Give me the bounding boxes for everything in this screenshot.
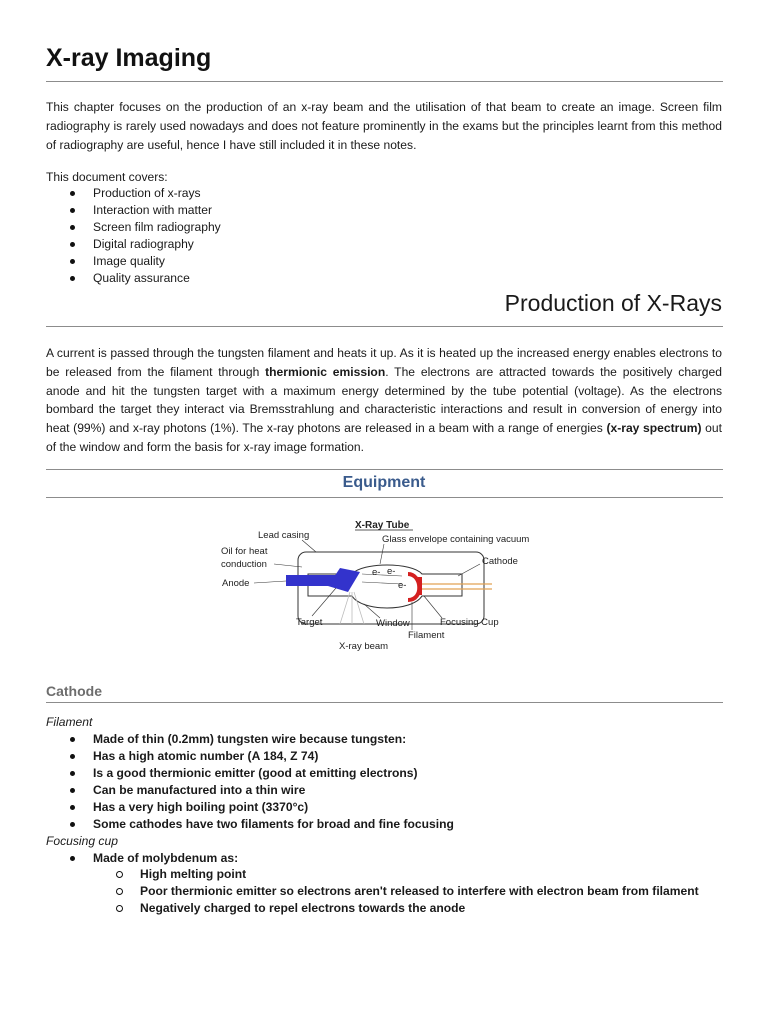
lead-casing-outline	[298, 552, 484, 624]
bullet-icon	[70, 771, 75, 776]
circle-bullet-icon	[116, 888, 123, 895]
bullet-icon	[70, 242, 75, 247]
label-glass-envelope: Glass envelope containing vacuum	[382, 534, 530, 545]
production-paragraph: A current is passed through the tungsten filament and heats it up. As it is heated up the increased energy enables electrons to be released from the filament through thermionic emission. The electrons are attracted towards the positively charged anode and hit the tungsten target with a maximum energy determined by the tube potential (voltage). As the electrons bombard the target they interact via Bremsstrahlung and characteristic interactions and result in conversion of energy into heat (99%) and x-ray photons (1%). The x-ray photons are released in a beam with a range of energies (x-ray spectrum) out of the window and form the basis for x-ray image formation.	[46, 346, 722, 454]
x-ray-tube-diagram	[212, 512, 530, 657]
section-rule	[46, 326, 723, 327]
list-item: Quality assurance	[93, 270, 221, 287]
list-item: Has a very high boiling point (3370°c)	[93, 799, 454, 816]
label-oil-1: Oil for heat	[221, 546, 268, 557]
electron-arrow	[362, 574, 402, 576]
focusing-cup-label: Focusing cup	[46, 834, 118, 848]
bullet-icon	[70, 805, 75, 810]
leader-line	[312, 588, 336, 616]
covers-label: This document covers:	[46, 170, 168, 184]
section-title: Production of X-Rays	[504, 290, 722, 316]
label-lead-casing: Lead casing	[258, 530, 310, 541]
bullet-icon	[70, 259, 75, 264]
leader-line	[458, 564, 480, 576]
electron-label: e-	[372, 567, 381, 578]
list-item: Some cathodes have two filaments for broad and fine focusing	[93, 816, 454, 833]
bullet-icon	[70, 754, 75, 759]
list-item: Production of x-rays	[93, 185, 221, 202]
label-x-ray-beam: X-ray beam	[339, 641, 389, 652]
beam-line	[354, 592, 364, 624]
list-item: Poor thermionic emitter so electrons aren't released to interfere with electron beam from filament	[140, 883, 699, 900]
focusing-cup-sub-list	[140, 866, 699, 917]
list-item: Negatively charged to repel electrons towards the anode	[140, 900, 699, 917]
focusing-cup-shape	[418, 577, 422, 595]
leader-line	[364, 604, 380, 618]
label-cathode: Cathode	[482, 556, 518, 567]
leader-line	[302, 540, 316, 552]
list-item: High melting point	[140, 866, 699, 883]
circle-bullet-icon	[116, 905, 123, 912]
bullet-icon	[70, 191, 75, 196]
electron-arrow	[362, 582, 402, 584]
leader-line	[380, 544, 384, 564]
subsection-title: Equipment	[342, 474, 426, 491]
cathode-heading: Cathode	[46, 683, 102, 699]
covers-list	[93, 185, 221, 287]
equipment-rule-top	[46, 469, 723, 470]
leader-line	[254, 581, 286, 583]
filament-label: Filament	[46, 715, 93, 729]
bullet-icon	[70, 225, 75, 230]
intro-paragraph: This chapter focuses on the production of an x-ray beam and the utilisation of that beam to create an image. Screen film radiography is rarely used nowadays and does not feature prominently in the exams but the principles learnt from this method of radiography are useful, hence I have still included it in these notes.	[46, 100, 722, 152]
focusing-cup-list	[93, 850, 238, 867]
list-item: Has a high atomic number (A 184, Z 74)	[93, 748, 454, 765]
bullet-icon	[70, 737, 75, 742]
list-item: Digital radiography	[93, 236, 221, 253]
bullet-icon	[70, 822, 75, 827]
list-item: Made of molybdenum as:	[93, 850, 238, 867]
bullet-icon	[70, 208, 75, 213]
bullet-icon	[70, 788, 75, 793]
diagram-title: X-Ray Tube	[355, 520, 410, 531]
list-item: Is a good thermionic emitter (good at emitting electrons)	[93, 765, 454, 782]
label-window: Window	[376, 618, 410, 629]
leader-line	[424, 596, 442, 618]
label-filament: Filament	[408, 630, 445, 641]
list-item: Image quality	[93, 253, 221, 270]
list-item: Can be manufactured into a thin wire	[93, 782, 454, 799]
label-focusing-cup: Focusing Cup	[440, 617, 499, 628]
label-oil-2: conduction	[221, 559, 267, 570]
page-title: X-ray Imaging	[46, 44, 212, 72]
anode-target	[328, 568, 360, 592]
filament-coil	[408, 574, 419, 600]
label-anode: Anode	[222, 578, 250, 589]
electron-label: e-	[387, 566, 396, 577]
equipment-rule-bottom	[46, 497, 723, 498]
circle-bullet-icon	[116, 871, 123, 878]
filament-list	[93, 731, 454, 833]
title-rule	[46, 81, 723, 82]
bullet-icon	[70, 276, 75, 281]
list-item: Made of thin (0.2mm) tungsten wire because tungsten:	[93, 731, 454, 748]
cathode-rule	[46, 702, 723, 703]
list-item: Screen film radiography	[93, 219, 221, 236]
electron-label: e-	[398, 580, 407, 591]
label-target: Target	[296, 617, 323, 628]
beam-line	[340, 592, 350, 624]
list-item: Interaction with matter	[93, 202, 221, 219]
